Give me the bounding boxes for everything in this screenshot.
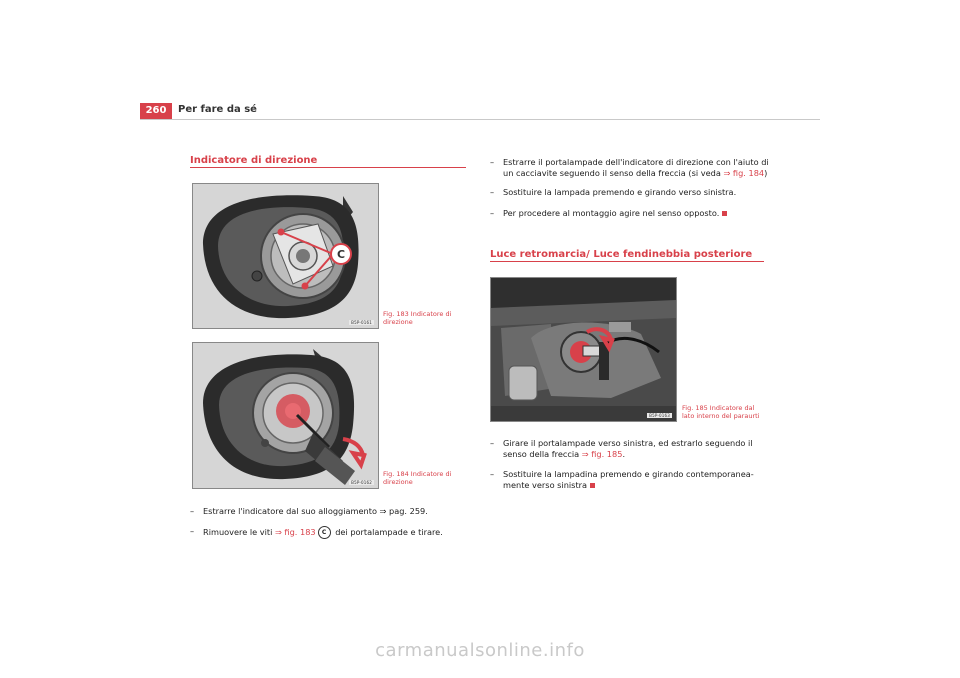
step-remove-screws: – Rimuovere le viti ⇒ fig. 183 C dei portalampade e tirare.: [190, 526, 443, 537]
figure-code: B5P-0163: [649, 413, 670, 418]
figure-code: B5P-0161: [351, 320, 372, 325]
step-replace-bulb: – Sostituire la lampadina premendo e girando contemporanea- mente verso sinistra: [490, 469, 754, 490]
callout-c-label: C: [336, 248, 346, 261]
section-rule: [190, 167, 466, 168]
callout-c-badge: C: [318, 526, 331, 539]
step-remove-indicator: – Estrarre l'indicatore dal suo alloggiamento ⇒ pag. 259.: [190, 506, 428, 516]
section-rule: [490, 261, 764, 262]
fig-185-link[interactable]: ⇒ fig. 185: [581, 449, 623, 459]
step-extract-holder: – Estrarre il portalampade dell'indicatore di direzione con l'aiuto di un cacciavite seguendo il senso della freccia (si veda ⇒ fig. 184): [490, 157, 769, 178]
end-marker: [590, 483, 595, 488]
figure-183: [192, 183, 379, 329]
figure-184: [192, 342, 379, 489]
step-replace-lamp: – Sostituire la lampada premendo e girando verso sinistra.: [490, 187, 737, 197]
section-title-retromarcia: Luce retromarcia/ Luce fendinebbia posteriore: [490, 249, 753, 260]
end-marker: [722, 211, 727, 216]
running-title: Per fare da sé: [178, 104, 257, 115]
page-number: 260: [140, 103, 172, 119]
figure-183-caption: Fig. 183 Indicatore di direzione: [383, 310, 452, 326]
figure-code: B5P-0162: [351, 480, 372, 485]
figure-185-caption: Fig. 185 Indicatore dal lato interno del paraurti: [682, 404, 760, 420]
watermark: carmanualsonline.info: [375, 640, 585, 661]
figure-184-caption: Fig. 184 Indicatore di direzione: [383, 470, 452, 486]
fig-184-link[interactable]: ⇒ fig. 184: [723, 168, 765, 178]
header-rule: [140, 119, 820, 120]
indicator-housing-illustration: [193, 184, 378, 328]
step-turn-holder: – Girare il portalampade verso sinistra, ed estrarlo seguendo il senso della freccia ⇒ fig. 185.: [490, 438, 753, 459]
rear-light-illustration: [491, 278, 676, 421]
section-title-indicatore: Indicatore di direzione: [190, 155, 318, 166]
step-reassembly: – Per procedere al montaggio agire nel senso opposto.: [490, 208, 780, 219]
figure-185: [490, 277, 677, 422]
fig-183-link[interactable]: ⇒ fig. 183: [274, 527, 316, 537]
screwdriver-illustration: [193, 343, 378, 488]
